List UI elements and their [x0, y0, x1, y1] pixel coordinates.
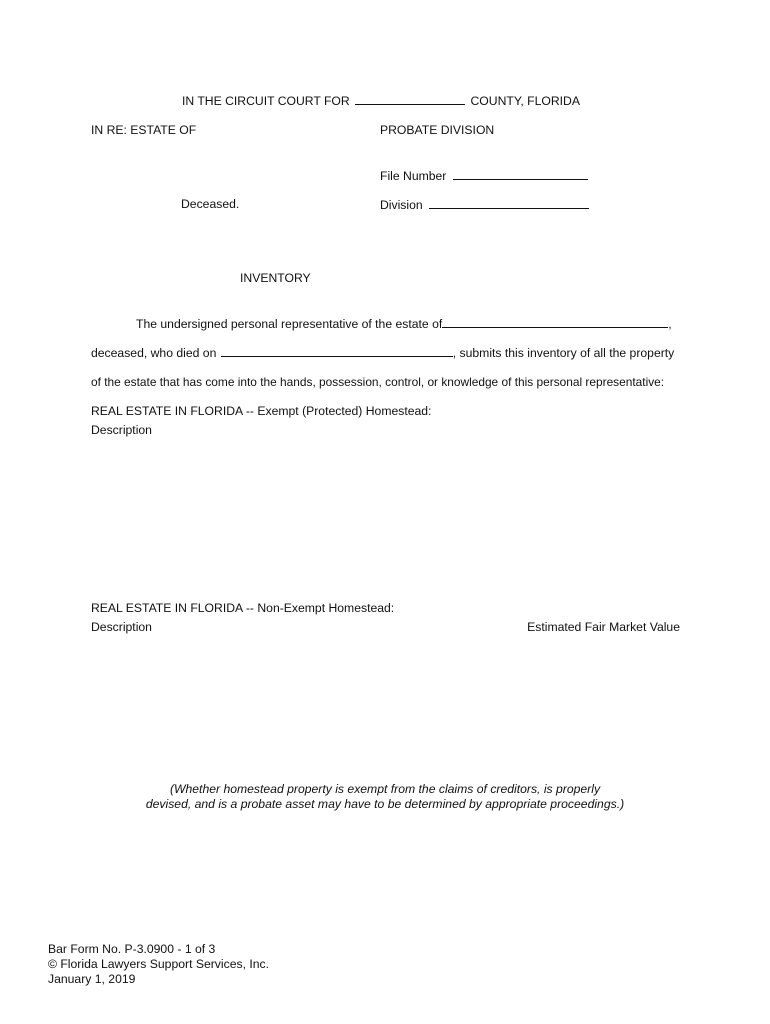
division-row — [380, 197, 589, 212]
body-line-1-suffix: , — [668, 317, 672, 331]
county-blank — [355, 93, 465, 105]
section-nonexempt-description-label: Description — [91, 620, 152, 634]
body-line-1 — [136, 316, 672, 331]
division-blank — [429, 197, 589, 209]
estimated-value-label: Estimated Fair Market Value — [527, 620, 680, 634]
estate-name-blank — [442, 316, 668, 328]
deceased-label: Deceased. — [181, 197, 240, 211]
court-prefix: IN THE CIRCUIT COURT FOR — [182, 94, 350, 108]
section-exempt-heading: REAL ESTATE IN FLORIDA -- Exempt (Protected) Homestead: — [91, 404, 432, 418]
probate-division-title: PROBATE DIVISION — [380, 123, 495, 137]
body-line-1-prefix: The undersigned personal representative of the estate of — [136, 317, 443, 331]
body-line-2-suffix: , submits this inventory of all the property — [452, 346, 675, 360]
file-number-label: File Number — [380, 169, 447, 183]
body-line-2 — [91, 345, 674, 360]
file-number-blank — [453, 168, 588, 180]
body-line-2-prefix: deceased, who died on — [91, 346, 217, 360]
court-heading — [182, 93, 580, 108]
court-suffix: COUNTY, FLORIDA — [470, 94, 580, 108]
division-label: Division — [380, 198, 423, 212]
footer-date: January 1, 2019 — [48, 972, 136, 986]
body-line-3: of the estate that has come into the hands, possession, control, or knowledge of this personal representative: — [91, 375, 665, 389]
section-exempt-description-label: Description — [91, 423, 152, 437]
homestead-note-line-2: devised, and is a probate asset may have to be determined by appropriate proceedings.) — [145, 797, 625, 811]
footer-form-number: Bar Form No. P-3.0900 - 1 of 3 — [48, 942, 216, 956]
document-title: INVENTORY — [240, 271, 311, 285]
footer-copyright: © Florida Lawyers Support Services, Inc. — [48, 957, 269, 971]
in-re-label: IN RE: ESTATE OF — [91, 123, 197, 137]
date-of-death-blank — [221, 345, 453, 357]
file-number-row — [380, 168, 588, 183]
section-nonexempt-heading: REAL ESTATE IN FLORIDA -- Non-Exempt Homestead: — [91, 601, 395, 615]
homestead-note-line-1: (Whether homestead property is exempt from the claims of creditors, is properly — [169, 782, 601, 796]
